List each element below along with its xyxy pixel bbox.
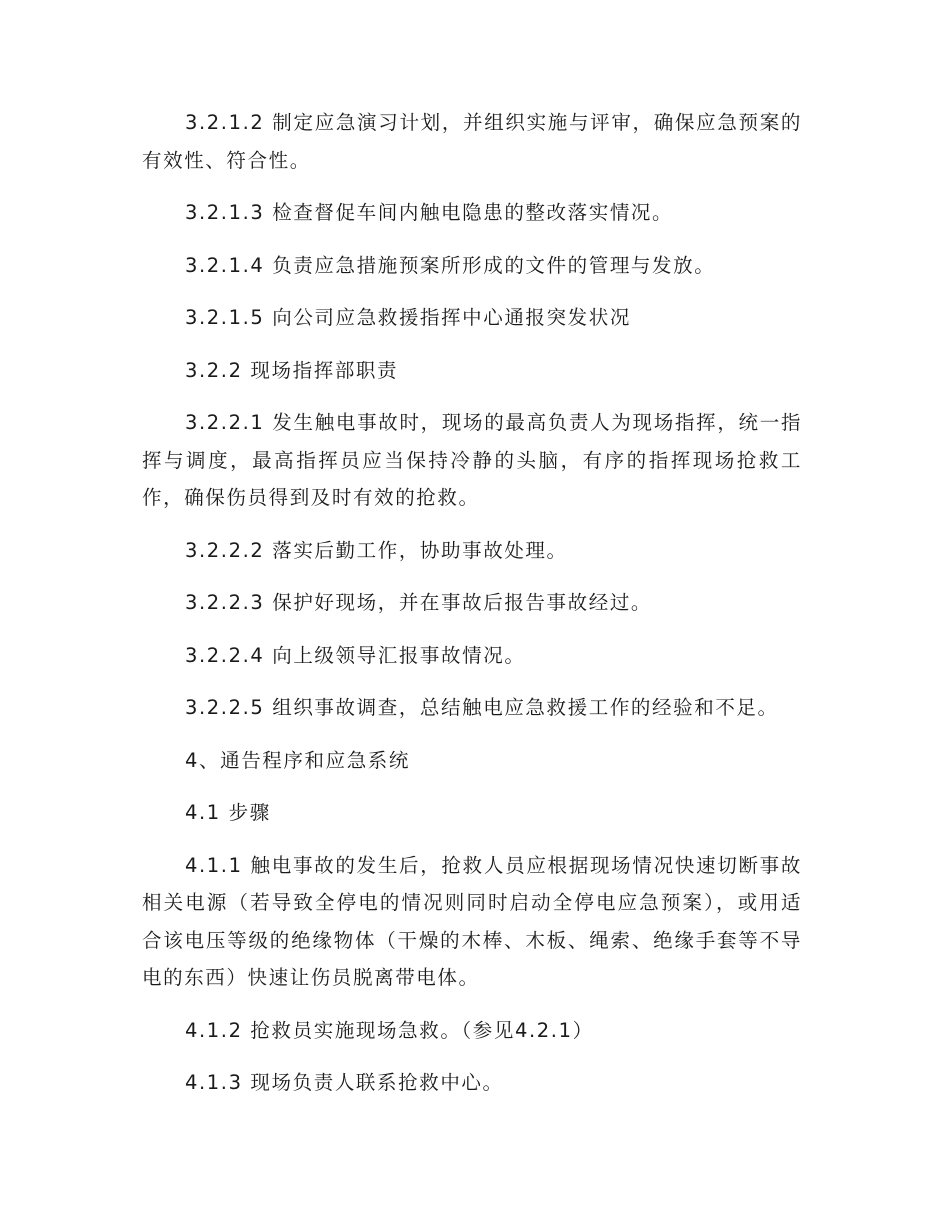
paragraph-3-2-1-3: 3.2.1.3 检查督促车间内触电隐患的整改落实情况。 <box>185 201 674 224</box>
paragraph-3-2-1-2: 3.2.1.2 制定应急演习计划，并组织实施与评审，确保应急预案的有效性、符合性。 <box>142 111 802 172</box>
heading-4-1: 4.1 步骤 <box>185 801 271 824</box>
paragraph-3-2-2-1: 3.2.2.1 发生触电事故时，现场的最高负责人为现场指挥，统一指挥与调度，最高指挥员应当保持冷静的头脑，有序的指挥现场抢救工作，确保伤员得到及时有效的抢救。 <box>142 411 802 509</box>
paragraph-3-2-2-5: 3.2.2.5 组织事故调查，总结触电应急救援工作的经验和不足。 <box>185 696 779 719</box>
heading-4: 4、通告程序和应急系统 <box>185 748 411 772</box>
paragraph-3-2-2-4: 3.2.2.4 向上级领导汇报事故情况。 <box>185 643 526 667</box>
paragraph-4-1-3: 4.1.3 现场负责人联系抢救中心。 <box>185 1071 504 1094</box>
heading-3-2-2: 3.2.2 现场指挥部职责 <box>185 358 399 382</box>
document-body <box>142 104 802 1117</box>
paragraph-4-1-2: 4.1.2 抢救员实施现场急救。（参见4.2.1） <box>185 1018 594 1042</box>
paragraph-3-2-2-3: 3.2.2.3 保护好现场，并在事故后报告事故经过。 <box>185 591 653 614</box>
paragraph-3-2-1-5: 3.2.1.5 向公司应急救援指挥中心通报突发状况 <box>185 306 631 329</box>
paragraph-3-2-1-4: 3.2.1.4 负责应急措施预案所形成的文件的管理与发放。 <box>185 253 716 277</box>
paragraph-4-1-1: 4.1.1 触电事故的发生后，抢救人员应根据现场情况快速切断事故相关电源（若导致全停电的情况则同时启动全停电应急预案），或用适合该电压等级的绝缘物体（干燥的木棒、木板、绳索、绝缘手套等不导电的东西）快速让伤员脱离带电体。 <box>142 853 802 989</box>
paragraph-3-2-2-2: 3.2.2.2 落实后勤工作，协助事故处理。 <box>185 538 568 562</box>
